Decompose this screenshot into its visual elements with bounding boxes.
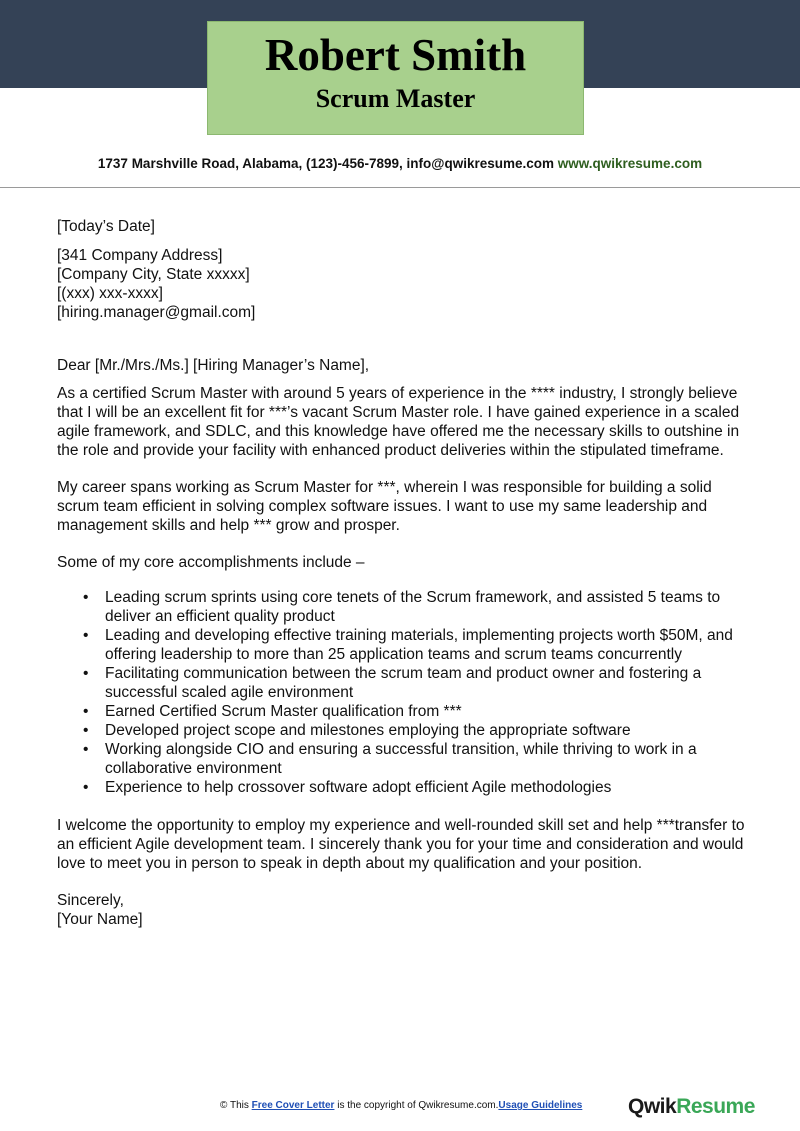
list-item-text: Working alongside CIO and ensuring a successful transition, while thriving to work in a collaborative environment [105, 741, 697, 777]
free-cover-letter-link[interactable]: Free Cover Letter [251, 1100, 335, 1111]
accomplishments-list [57, 588, 747, 797]
list-item-text: Facilitating communication between the scrum team and product owner and fostering a successful scaled agile environment [105, 665, 702, 701]
salutation: Dear [Mr./Mrs./Ms.] [Hiring Manager’s Name], [57, 357, 370, 374]
list-item [83, 721, 747, 740]
qwikresume-logo [628, 1095, 755, 1119]
bullet-icon: • [83, 779, 89, 796]
job-title: Scrum Master [315, 84, 476, 113]
letter-body [57, 217, 747, 929]
list-item [83, 740, 747, 778]
list-item [83, 626, 747, 664]
address-line: [hiring.manager@gmail.com] [57, 304, 256, 321]
paragraph-closing: I welcome the opportunity to employ my experience and well-rounded skill set and help ***transfer to an efficient Agile development team. I sincerely thank you for your time and consideration and would love to meet you in person to speak in depth about my qualification and your position. [57, 817, 745, 872]
contact-details: 1737 Marshville Road, Alabama, (123)-456-7899, info@qwikresume.com [97, 156, 555, 171]
bullet-icon: • [83, 722, 89, 739]
candidate-name: Robert Smith [264, 30, 527, 80]
list-item [83, 664, 747, 702]
copyright-middle: is the copyright of Qwikresume.com. [334, 1100, 499, 1111]
list-item-text: Leading and developing effective training materials, implementing projects worth $50M, and offering leadership to more than 25 application teams and scrum teams concurrently [105, 627, 733, 663]
header-divider [0, 187, 800, 188]
copyright-prefix: © This [220, 1100, 252, 1111]
list-item-text: Experience to help crossover software adopt efficient Agile methodologies [105, 779, 612, 796]
letter-date: [Today’s Date] [57, 218, 155, 235]
paragraph-career: My career spans working as Scrum Master for ***, wherein I was responsible for building a solid scrum team efficient in solving complex software issues. I want to use my same leadership and management skills and help *** grow and prosper. [57, 479, 712, 534]
address-line: [Company City, State xxxxx] [57, 266, 250, 283]
list-item [83, 778, 747, 797]
address-line: [(xxx) xxx-xxxx] [57, 285, 163, 302]
accomplishments-intro: Some of my core accomplishments include – [57, 554, 365, 571]
bullet-icon: • [83, 589, 89, 606]
bullet-icon: • [83, 703, 89, 720]
logo-text-resume: Resume [676, 1095, 755, 1118]
bullet-icon: • [83, 665, 89, 682]
logo-text-qwik: Qwik [628, 1095, 677, 1118]
sign-off: Sincerely, [57, 892, 124, 909]
contact-line [0, 156, 800, 171]
address-line: [341 Company Address] [57, 247, 223, 264]
website-link[interactable]: www.qwikresume.com [557, 156, 703, 171]
paragraph-intro: As a certified Scrum Master with around 5 years of experience in the **** industry, I strongly believe that I will be an excellent fit for ***’s vacant Scrum Master role. I have gained experience in a scaled agile framework, and SDLC, and this knowledge have offered me the necessary skills to outshine in the role and provide your facility with enhanced product deliveries within the stipulated timeframe. [57, 385, 740, 459]
usage-guidelines-link[interactable]: Usage Guidelines [498, 1100, 583, 1111]
copyright-notice [220, 1100, 582, 1111]
bullet-icon: • [83, 741, 89, 758]
list-item-text: Leading scrum sprints using core tenets of the Scrum framework, and assisted 5 teams to deliver an efficient quality product [105, 589, 721, 625]
signature: [Your Name] [57, 911, 143, 928]
name-banner [207, 21, 584, 135]
bullet-icon: • [83, 627, 89, 644]
recipient-address [57, 246, 747, 322]
list-item-text: Developed project scope and milestones employing the appropriate software [105, 722, 631, 739]
list-item [83, 588, 747, 626]
list-item [83, 702, 747, 721]
list-item-text: Earned Certified Scrum Master qualification from *** [105, 703, 462, 720]
